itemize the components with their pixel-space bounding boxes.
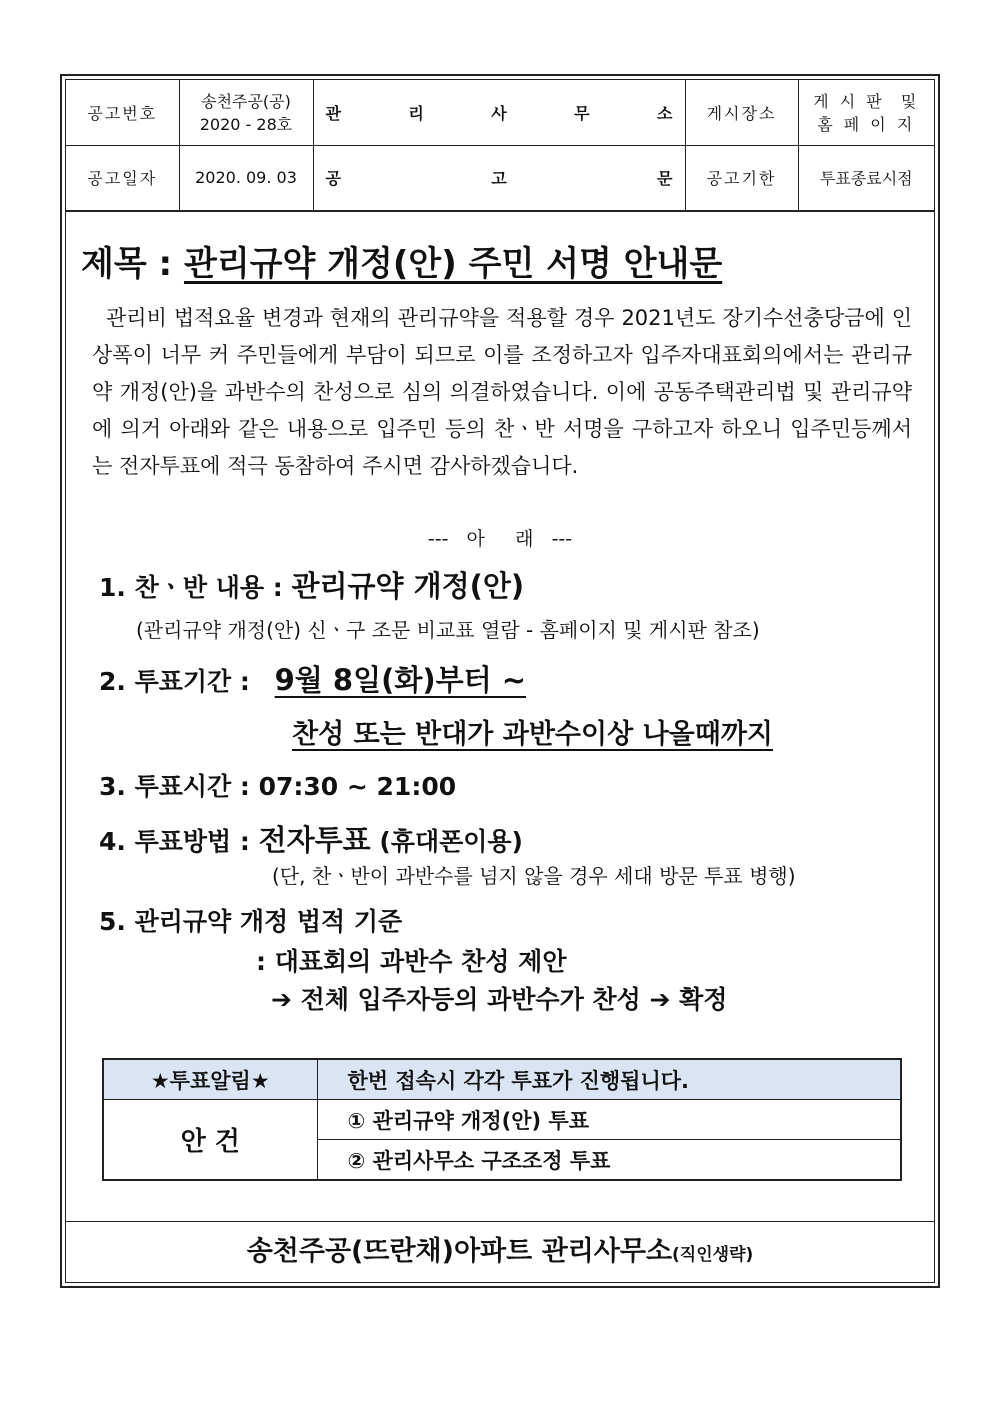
arrow-right-icon: ➔ xyxy=(649,985,671,1014)
vote-notice-header-right: 한번 접속시 각각 투표가 진행됩니다. xyxy=(317,1059,901,1100)
post-place-value xyxy=(798,80,934,145)
doc-title-char: 고 xyxy=(491,169,507,188)
notice-date-label: 공고일자 xyxy=(66,145,179,210)
deadline-value: 투표종료시점 xyxy=(798,145,934,210)
item-2-value2-text: 찬성 또는 반대가 과반수이상 나올때까지 xyxy=(292,719,773,750)
footer-text: 송천주공(뜨란채)아파트 관리사무소 xyxy=(246,1236,673,1267)
item-1-label: 1. 찬ㆍ반 내용 : xyxy=(99,573,292,602)
agenda-item-1: ① 관리규약 개정(안) 투표 xyxy=(317,1100,901,1140)
deadline-label: 공고기한 xyxy=(685,145,798,210)
item-5-line2 xyxy=(271,980,727,1016)
arrow-right-icon: ➔ xyxy=(271,985,292,1014)
title-prefix: 제목 : xyxy=(81,244,184,284)
agenda-item-2: ② 관리사무소 구조조정 투표 xyxy=(317,1140,901,1181)
item-1 xyxy=(99,564,524,605)
item-2 xyxy=(99,658,526,699)
intro-text: 관리비 법적요율 변경과 현재의 관리규약을 적용할 경우 2021년도 장기수선충당금에 인상폭이 너무 커 주민들에게 부담이 되므로 이를 조정하고자 입주자대표회의에서는 관리규약 개정(안)을 과반수의 찬성으로 심의 의결하였습니다. 이에 공동주택관리법 및 관리규약에 의거 아래와 같은 내용으로 입주민 등의 찬ㆍ반 서명을 구하고자 하오니 입주민등께서는 전자투표에 적극 동참하여 주시면 감사하겠습니다. xyxy=(92,306,912,478)
notice-no-value-line1: 송천주공(공) xyxy=(201,92,291,112)
item-5-line2-a: 전체 입주자등의 과반수가 찬성 xyxy=(300,985,641,1014)
doc-title-cell xyxy=(313,145,685,210)
notice-inner xyxy=(65,79,935,1283)
below-heading: --- 아 래 --- xyxy=(427,528,573,550)
post-place-value-line1: 게 시 판 및 xyxy=(813,92,920,112)
office-title xyxy=(326,101,673,124)
notice-no-label: 공고번호 xyxy=(66,80,179,145)
vote-notice-table xyxy=(102,1058,902,1181)
item-5-line2-b: 확정 xyxy=(679,985,728,1014)
item-3: 3. 투표시간 : 07:30 ~ 21:00 xyxy=(99,772,457,801)
office-title-char: 무 xyxy=(574,103,590,123)
footer-small: (직인생략) xyxy=(672,1245,754,1265)
agenda-label: 안 건 xyxy=(103,1100,317,1181)
notice-frame xyxy=(60,74,940,1288)
item-1-note: (관리규약 개정(안) 신ㆍ구 조문 비교표 열람 - 홈페이지 및 게시판 참조) xyxy=(136,618,760,642)
office-title-char: 관 xyxy=(325,103,341,123)
title-text: 관리규약 개정(안) 주민 서명 안내문 xyxy=(183,244,723,284)
doc-title-char: 문 xyxy=(657,169,673,188)
item-4-value: 전자투표 xyxy=(258,823,371,857)
item-1-value: 관리규약 개정(안) xyxy=(291,569,525,603)
vote-notice-header-left: ★투표알림★ xyxy=(103,1059,317,1100)
item-4-label: 4. 투표방법 : xyxy=(99,827,259,856)
office-title-cell xyxy=(313,80,685,145)
content-area xyxy=(66,211,934,1282)
item-2-value2 xyxy=(292,712,773,751)
doc-title xyxy=(326,166,673,189)
item-4-note: (단, 찬ㆍ반이 과반수를 넘지 않을 경우 세대 방문 투표 병행) xyxy=(272,864,796,888)
item-5: 5. 관리규약 개정 법적 기준 xyxy=(99,907,403,936)
page-title xyxy=(81,236,722,285)
item-4 xyxy=(99,818,523,859)
item-2-label: 2. 투표기간 : xyxy=(99,667,259,696)
item-5-line1: : 대표회의 과반수 찬성 제안 xyxy=(256,947,567,976)
doc-title-char: 공 xyxy=(325,169,341,188)
office-title-char: 리 xyxy=(408,103,424,123)
item-4-value-sub: (휴대폰이용) xyxy=(370,827,523,856)
office-title-char: 사 xyxy=(491,103,507,123)
post-place-label: 게시장소 xyxy=(685,80,798,145)
post-place-value-line2: 홈 페 이 지 xyxy=(817,115,916,135)
footer-signature xyxy=(66,1221,934,1282)
notice-no-value-line2: 2020 - 28호 xyxy=(199,115,293,135)
notice-date-value: 2020. 09. 03 xyxy=(179,145,313,210)
item-2-value: 9월 8일(화)부터 ~ xyxy=(274,663,527,697)
office-title-char: 소 xyxy=(657,103,673,123)
intro-paragraph xyxy=(92,300,912,485)
header-table xyxy=(66,80,934,211)
notice-no-value xyxy=(179,80,313,145)
